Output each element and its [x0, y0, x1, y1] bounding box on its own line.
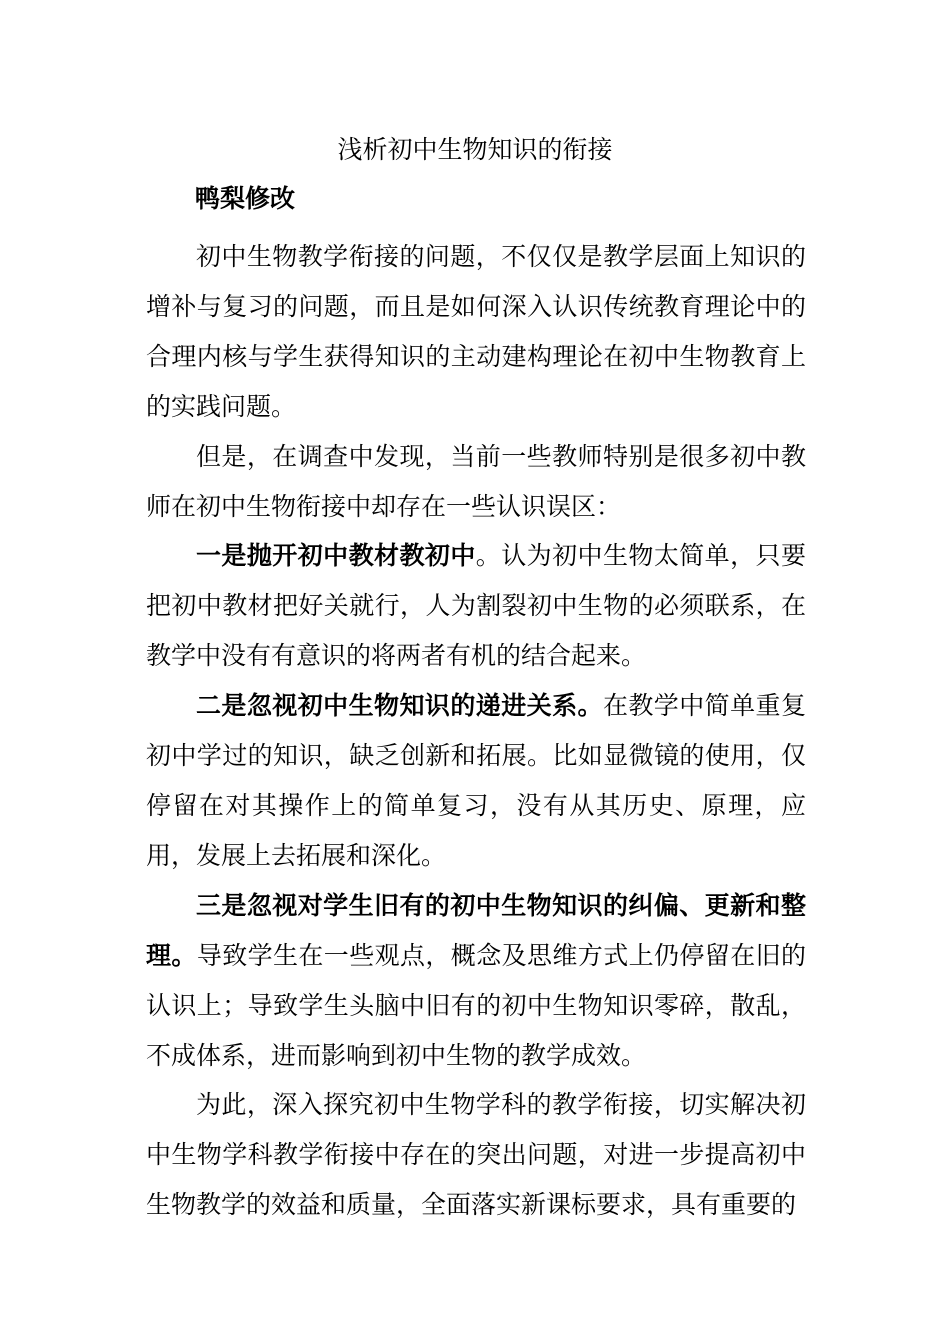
- paragraph-text: 。认为初中生物太简单，只要把初中教材把好关就行，人为割裂初中生物的必须联系，在教学中没有有意识的将两者有机的结合起来。: [146, 541, 806, 671]
- paragraph-lead: 一是抛开初中教材教初中: [196, 541, 476, 571]
- paragraph-text: 在教学中简单重复初中学过的知识，缺乏创新和拓展。比如显微镜的使用，仅停留在对其操作上的简单复习，没有从其历史、原理，应用，发展上去拓展和深化。: [146, 691, 806, 870]
- paragraph-conclusion: [146, 1080, 806, 1230]
- page-title: 浅析初中生物知识的衔接: [337, 135, 613, 164]
- document-body: [146, 232, 806, 1230]
- paragraph-point-one: [146, 531, 806, 681]
- author-line: 鸭梨修改: [195, 184, 296, 213]
- paragraph-lead: 二是忽视初中生物知识的递进关系。: [196, 691, 603, 721]
- paragraph-misconceptions: [146, 432, 806, 532]
- paragraph-text: 为此，深入探究初中生物学科的教学衔接，切实解决初中生物学科教学衔接中存在的突出问题，对进一步提高初中生物教学的效益和质量，全面落实新课标要求，具有重要的: [146, 1090, 806, 1220]
- paragraph-intro: [146, 232, 806, 432]
- paragraph-point-three: [146, 881, 806, 1081]
- paragraph-text: 初中生物教学衔接的问题，不仅仅是教学层面上知识的增补与复习的问题，而且是如何深入认识传统教育理论中的合理内核与学生获得知识的主动建构理论在初中生物教育上的实践问题。: [146, 242, 806, 421]
- paragraph-point-two: [146, 681, 806, 881]
- paragraph-lead: 三是忽视对学生旧有的初中生物知识的纠偏、更新和整理。: [146, 890, 806, 970]
- paragraph-text: 但是，在调查中发现，当前一些教师特别是很多初中教师在初中生物衔接中却存在一些认识误区：: [146, 441, 806, 521]
- paragraph-text: 导致学生在一些观点，概念及思维方式上仍停留在旧的认识上；导致学生头脑中旧有的初中生物知识零碎，散乱，不成体系，进而影响到初中生物的教学成效。: [146, 940, 806, 1070]
